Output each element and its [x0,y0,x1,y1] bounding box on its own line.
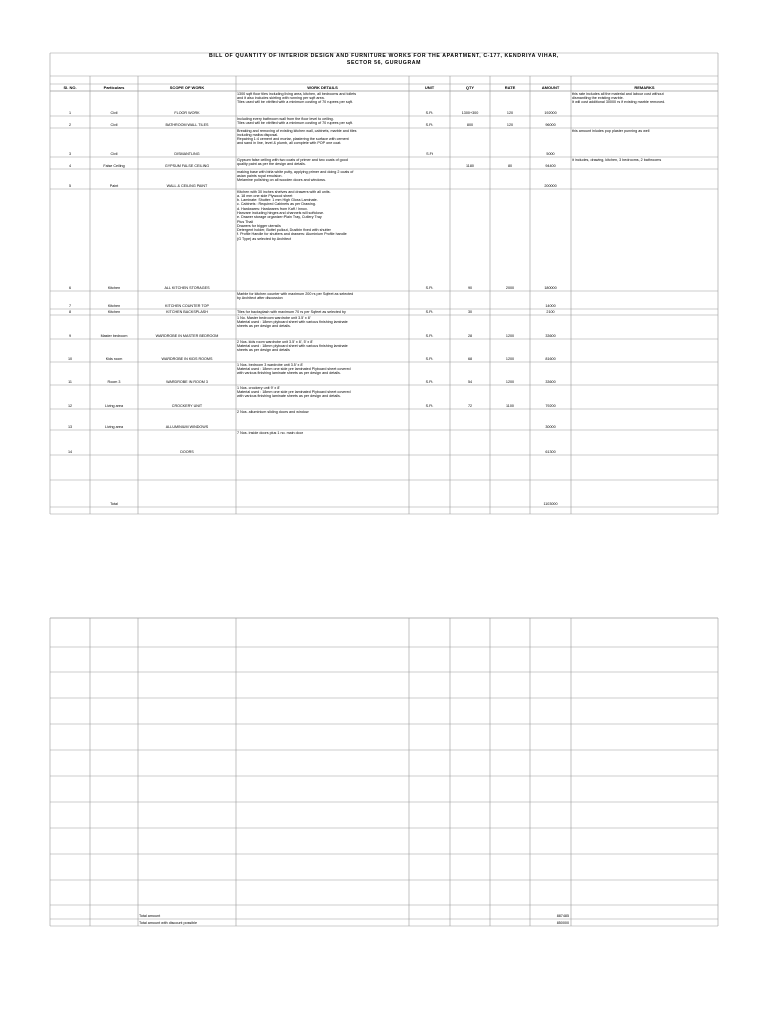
cell-particulars: Civil [110,152,118,156]
cell-particulars: False Ceiling [103,164,125,168]
cell-particulars: Living area [104,404,124,408]
cell-particulars [91,509,137,514]
column-header-rate: RATE [504,85,516,90]
cell-sl [51,509,89,514]
cell-amount: 192000 [544,111,557,115]
cell-amount: 1103000 [543,502,558,506]
cell-unit: S.Ft. [425,380,434,384]
cell-unit [410,475,449,480]
cell-details: 7 Nos. inside doors plus 1 no. main door [237,430,304,435]
cell-qty: 54 [467,380,473,384]
cell-sl: 13 [67,425,73,429]
cell-sl: 8 [68,310,72,314]
cell-details: Kitchen with 30 inches shelves and drawers with all units. a. 18 mm one side Plywood sheet b. Laminate: Shutter: 1 mm High Gloss Laminate. c. Cabinets : Required Cabinets as per Drawing. d. Hardwares: Hardwares from Kaff / Innox. Hanvare including hinges and channels will softclose. e. Drawer storage organizer:Plain Tray, Cutlery Tray Plus Thali Drawers for bigger utensils Detergent holder, Bottel pullout, Dustbin fixed with shutter f. Profile Handle for shutters and drawers: Aluminium Profile handle (G Type) as selected by Architect [237,189,347,241]
cell-rate [491,152,529,157]
cell-particulars: Kids room [105,357,123,361]
cell-unit: S.Ft. [425,310,434,314]
cell-unit [410,304,449,309]
cell-rate [491,310,529,315]
cell-rate: 1200 [505,334,515,338]
cell-amount [531,475,570,480]
cell-sl: 1 [68,111,72,115]
cell-amount: 33600 [545,380,556,384]
cell-scope [139,475,235,480]
cell-details [237,508,408,514]
cell-particulars: Total [110,502,118,506]
cell-unit [410,425,449,430]
cell-sl [51,475,89,480]
cell-amount: 81600 [545,357,556,361]
document-title: BILL OF QUANTITY OF INTERIOR DESIGN AND FURNITURE WORKS FOR THE APARTMENT, C-177, KENDRIYA VIHAR, SECTOR 56, GURUGRAM [209,53,559,66]
column-header-sl: Sl. NO. [63,85,77,90]
cell-details [237,456,408,480]
cell-scope: KITCHEN BACKSPLASH [166,310,208,314]
cell-particulars: Kitchen [107,304,121,308]
cell-qty [451,184,489,189]
cell-rate: 80 [507,164,513,168]
cell-rate [491,502,529,507]
cell-scope: WALL & CEILING PAINT [166,184,208,188]
cell-qty: 28 [467,334,473,338]
cell-qty: 68 [467,357,473,361]
cell-unit: S.Ft [426,152,433,156]
cell-rate [491,450,529,455]
cell-remarks: this amount inludes pop plaster punning as well [572,128,650,133]
cell-amount [531,509,570,514]
cell-unit: S.Ft. [425,334,434,338]
cell-amount: 5000 [546,152,555,156]
cell-scope [139,509,235,514]
cell-rate: 120 [506,111,514,115]
cell-sl: 12 [67,404,73,408]
cell-remarks [572,340,717,362]
cell-scope: FLOOR WORK [174,111,200,115]
cell-scope: DISMANTLING [174,152,200,156]
cell-unit: S.Ft. [425,404,434,408]
cell-sl: 7 [68,304,72,308]
cell-qty: 1180 [466,164,474,168]
cell-sl: 5 [68,184,72,188]
cell-scope: WARDROBE IN MASTER BEDROOM [155,334,219,338]
cell-remarks [572,410,717,430]
cell-rate [491,425,529,430]
cell-remarks [572,310,717,315]
cell-sl [51,502,89,507]
cell-rate: 2000 [505,286,515,290]
cell-details: Gypsum false ceiling with two coats of primer and two coats of good quality paint as per the design and details. [237,157,348,166]
cell-unit: S.Ft. [425,111,434,115]
column-header-details: WORK DETAILS [307,85,338,90]
cell-qty [451,475,489,480]
cell-unit: S.Ft. [425,357,434,361]
cell-details: making base with birla white putty, applying primer and doing 2 coats of asian paints royal emulsion. Melamine polishing on all wooden doors and windows. [237,169,354,183]
cell-scope: GYPSUM FALSE CEILING [164,164,210,168]
column-header-particulars: Particulars [103,85,125,90]
cell-qty [451,509,489,514]
cell-qty: 90 [467,286,473,290]
cell-scope: BATHROOM WALL TILES [165,123,209,127]
cell-particulars: Living area [104,425,124,429]
footer-label: Total amount with discount possible [139,921,198,925]
cell-details: 1300 sqft floor tiles including living area, kitchen, all bedrooms and toilets and it also includes skirting with running per sqft area. Tiles used will be vitrified with a minimum costing of 70 rupees per sqft. [237,91,357,105]
cell-details [237,481,408,507]
cell-amount: 200000 [544,184,557,188]
cell-remarks [572,431,717,455]
cell-rate [491,184,529,189]
cell-remarks [572,117,717,128]
cell-remarks [572,170,717,189]
cell-particulars: Room 3 [107,380,121,384]
cell-unit [410,509,449,514]
cell-remarks [572,316,717,339]
cell-amount: 180000 [544,286,557,290]
cell-scope: ALL KITCHEN STORAGES [164,286,210,290]
cell-unit: S.Ft. [425,123,434,127]
cell-particulars: Paint [109,184,119,188]
cell-unit [410,450,449,455]
cell-qty [451,425,489,430]
cell-particulars: Civil [110,111,118,115]
cell-qty: 30 [467,310,473,314]
cell-details: Including every bathroom wall from the floor level to ceiling. Tiles used will be vitrified with a minimum costing of 70 rupees per sqft. [237,116,353,125]
cell-details: 1 Nos. crockery unit 9' x 8' Material used : 18mm one side pre laminated Plyboard sheet covered with various finishing laminate sheets as per design and details. [237,385,351,399]
cell-remarks [572,481,717,507]
footer-label: Total amount [139,914,161,918]
cell-unit: S.Ft. [425,286,434,290]
cell-scope: DOORS [180,450,194,454]
cell-amount: 94400 [545,164,556,168]
cell-qty: 72 [467,404,473,408]
column-header-qty: QTY [465,85,475,90]
cell-rate [491,304,529,309]
cell-details: 1 Nos. bedroom 3 wardrobe unit 3.5' x 8' Material used : 18mm one side pre laminated Plyboard sheet covered with various finishing laminate sheets as per design and details. [237,362,351,376]
cell-amount: 61300 [545,450,556,454]
cell-particulars [91,475,137,480]
cell-sl: 10 [67,357,73,361]
cell-remarks [572,508,717,514]
cell-sl: 9 [68,334,72,338]
cell-scope: KITCHEN COUNTER TOP [165,304,209,308]
cell-sl: 2 [68,123,72,127]
cell-amount: 14000 [545,304,556,308]
cell-scope: WARDROBE IN ROOM 3 [166,380,208,384]
cell-amount: 96000 [545,123,556,127]
column-header-amount: AMOUNT [541,85,560,90]
cell-qty [451,502,489,507]
cell-details: Breaking and removing of existing kitchen wall, cabinets, marble and tiles including malba disposal. Repairing 1:4 cement and mortar, plastering the surface with cement and sand in line, level & plumb, all complete with POP one coat. [237,128,357,146]
cell-qty: 800 [466,123,474,127]
cell-details: 1 No. Master bedroom wardrobe unit 3.5' x 8' Material used : 18mm plyboard sheet with various finishing laminate sheets as per design and details. [237,315,348,329]
cell-details: 2 Nos. alluminium sliding doors and window [237,409,309,414]
cell-remarks [572,292,717,309]
cell-scope: CROCKERY UNIT [171,404,203,408]
column-header-scope: SCOPE OF WORK [169,85,205,90]
cell-qty [451,304,489,309]
cell-remarks [572,190,717,291]
cell-sl: 4 [68,164,72,168]
cell-sl: 3 [68,152,72,156]
cell-amount: 30000 [545,425,556,429]
footer-amount: 850000 [556,921,569,925]
cell-rate [491,509,529,514]
cell-remarks [572,363,717,385]
cell-particulars [91,450,137,455]
cell-scope: ALLUMINIUM WINDOWS [165,425,209,429]
cell-particulars: Kitchen [107,286,121,290]
cell-details: Tiles for backsplash with maximum 70 rs per Sqfeet as selected by [237,309,346,314]
cell-rate: 1200 [505,380,515,384]
cell-remarks: this rate includes all the material and labour cost without dismantling the existing marble. It will cost additional 30000 rs if existing marble removed. [572,91,666,105]
cell-details: 2 Nos. kids room wardrobe unit 3.5' x 8', 5' x 8' Material used : 18mm plyboard sheet with various finishing laminate sheets as per design and details [237,339,348,353]
footer-amount: 887485 [556,914,569,918]
column-header-remarks: REMARKS [634,85,655,90]
cell-scope [139,502,235,507]
cell-remarks: it includes, drawing, kitchen, 3 bedrooms, 2 bathrooms [572,157,662,162]
cell-scope: WARDROBE IN KIDS ROOMS [161,357,213,361]
cell-details: Marble for kitchen counter with maximum 200 rs per Sqfeet as selected by Architect after discussion [237,291,354,300]
cell-unit [410,502,449,507]
cell-unit [410,184,449,189]
cell-sl: 6 [68,286,72,290]
cell-rate: 1200 [505,357,515,361]
cell-qty [451,450,489,455]
cell-amount: 33600 [545,334,556,338]
cell-rate: 1100 [506,404,514,408]
cell-remarks [572,386,717,409]
column-header-unit: UNIT [424,85,435,90]
cell-amount: 79200 [545,404,556,408]
cell-amount: 2100 [546,310,555,314]
cell-sl: 14 [67,450,73,454]
cell-rate [491,475,529,480]
cell-sl: 11 [68,380,72,384]
cell-particulars: Kitchen [107,310,121,314]
cell-qty: 1300+300 [461,111,479,115]
cell-rate: 120 [506,123,514,127]
cell-qty [451,152,489,157]
cell-particulars: Master bedroom [100,334,128,338]
cell-unit [410,164,449,169]
cell-remarks [572,456,717,480]
cell-particulars: Civil [110,123,118,127]
